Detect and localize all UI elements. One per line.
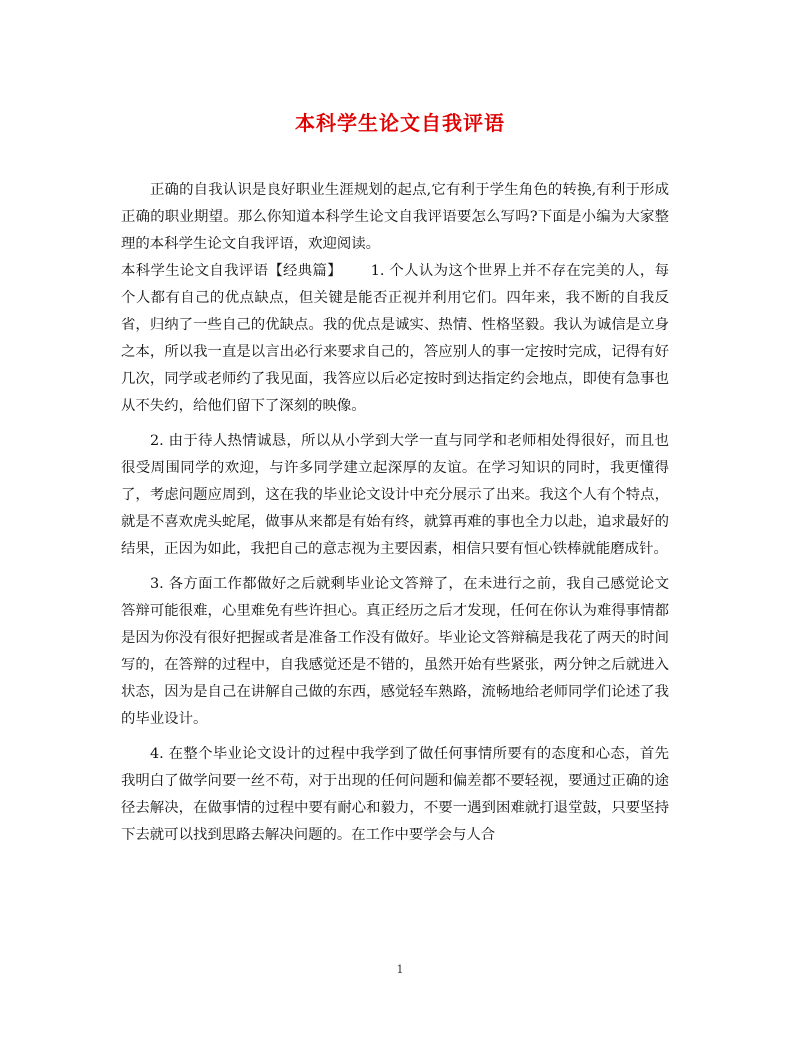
item-4-paragraph: 4. 在整个毕业论文设计的过程中我学到了做任何事情所要有的态度和心态，首先我明白了做学问要一丝不苟，对于出现的任何问题和偏差都不要轻视，要通过正确的途径去解决，在做事情的过程中要有耐心和毅力，不要一遇到困难就打退堂鼓，只要坚持下去就可以找到思路去解决问题的。在工作中要学会与人合 — [121, 746, 669, 843]
item-1-spacer — [342, 263, 371, 279]
item-3-paragraph: 3. 各方面工作都做好之后就剩毕业论文答辩了，在未进行之前，我自己感觉论文答辩可能很难，心里难免有些许担心。真正经历之后才发现，任何在你认为难得事情都是因为你没有很好把握或者是准备工作没有做好。毕业论文答辩稿是我花了两天的时间写的，在答辩的过程中，自我感觉还是不错的，虽然开始有些紧张，两分钟之后就进入状态，因为是自己在讲解自己做的东西，感觉轻车熟路，流畅地给老师同学们论述了我的毕业设计。 — [121, 576, 669, 727]
item-1-text: 1. 个人认为这个世界上并不存在完美的人，每个人都有自己的优点缺点，但关键是能否正视并利用它们。四年来，我不断的自我反省，归纳了一些自己的优缺点。我的优点是诚实、热情、性格坚毅。我认为诚信是立身之本，所以我一直是以言出必行来要求自己的，答应别人的事一定按时完成，记得有好几次，同学或老师约了我见面，我答应以后必定按时到达指定约会地点，即使有急事也从不失约，给他们留下了深刻的映像。 — [121, 263, 669, 414]
page-number: 1 — [396, 963, 404, 976]
intro-paragraph: 正确的自我认识是良好职业生涯规划的起点,它有利于学生角色的转换,有利于形成正确的职业期望。那么你知道本科学生论文自我评语要怎么写吗?下面是小编为大家整理的本科学生论文自我评语，欢迎阅读。 — [121, 182, 669, 252]
first-item-paragraph — [121, 258, 669, 420]
document-title: 本科学生论文自我评语 — [295, 111, 505, 135]
section-heading: 本科学生论文自我评语【经典篇】 — [121, 263, 342, 279]
item-2-paragraph: 2. 由于待人热情诚恳，所以从小学到大学一直与同学和老师相处得很好，而且也很受周围同学的欢迎，与许多同学建立起深厚的友谊。在学习知识的同时，我更懂得了，考虑问题应周到，这在我的毕业论文设计中充分展示了出来。我这个人有个特点，就是不喜欢虎头蛇尾，做事从来都是有始有终，就算再难的事也全力以赴，追求最好的结果，正因为如此，我把自己的意志视为主要因素，相信只要有恒心铁棒就能磨成针。 — [121, 433, 669, 557]
document-body — [121, 177, 669, 849]
